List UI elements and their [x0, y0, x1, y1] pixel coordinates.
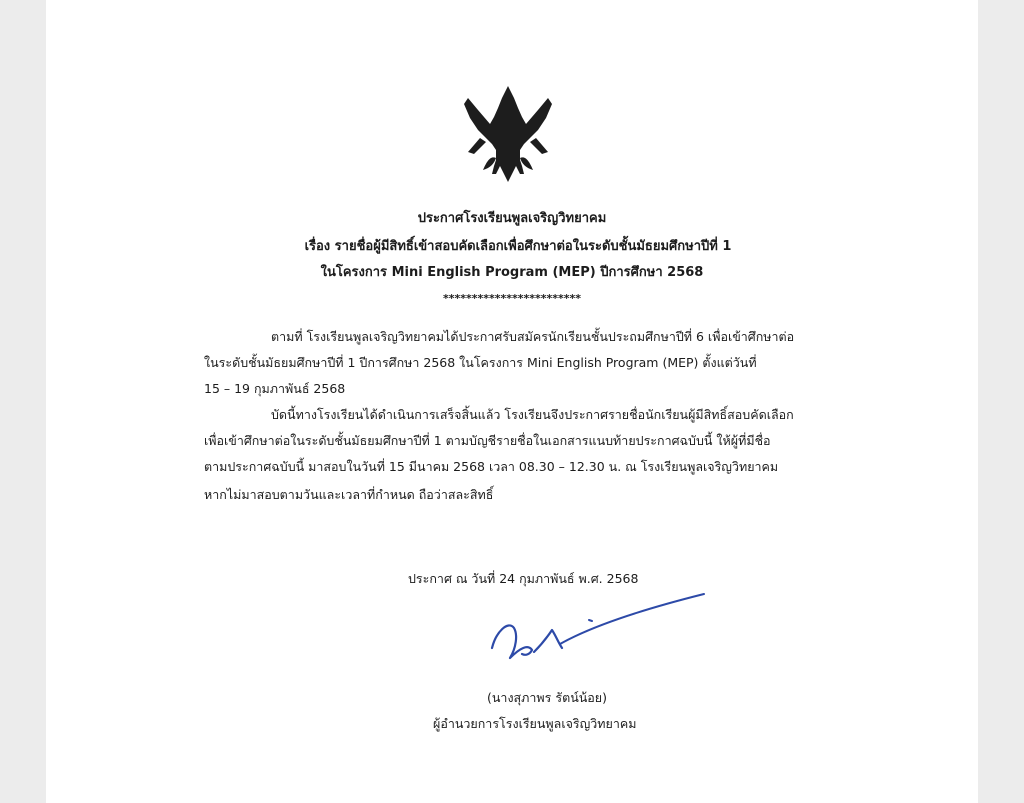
paragraph2-line3: ตามประกาศฉบับนี้ มาสอบในวันที่ 15 มีนาคม 2568 เวลา 08.30 – 12.30 น. ณ โรงเรียนพูลเจริญวิทยาคม [204, 459, 779, 474]
title-separator: ************************ [442, 292, 582, 305]
announcement-date: ประกาศ ณ วันที่ 24 กุมภาพันธ์ พ.ศ. 2568 [408, 571, 639, 586]
document-subject: เรื่อง รายชื่อผู้มีสิทธิ์เข้าสอบคัดเลือกเพื่อศึกษาต่อในระดับชั้นมัธยมศึกษาปีที่ 1 [304, 239, 732, 254]
paragraph2-line1: บัดนี้ทางโรงเรียนได้ดำเนินการเสร็จสิ้นแล้ว โรงเรียนจึงประกาศรายชื่อนักเรียนผู้มีสิทธิ์สอบคัดเลือก [271, 407, 794, 422]
signer-name: (นางสุภาพร รัตน์น้อย) [487, 690, 607, 705]
paragraph2-line4: หากไม่มาสอบตามวันและเวลาที่กำหนด ถือว่าสละสิทธิ์ [204, 487, 494, 502]
document-title: ประกาศโรงเรียนพูลเจริญวิทยาคม [417, 211, 607, 226]
paragraph1-line2: ในระดับชั้นมัธยมศึกษาปีที่ 1 ปีการศึกษา 2568 ในโครงการ Mini English Program (MEP) ตั้งแต่วันที่ [204, 355, 757, 370]
signature-image [486, 590, 708, 676]
signer-position: ผู้อำนวยการโรงเรียนพูลเจริญวิทยาคม [433, 716, 637, 731]
paragraph1-line1: ตามที่ โรงเรียนพูลเจริญวิทยาคมได้ประกาศรับสมัครนักเรียนชั้นประถมศึกษาปีที่ 6 เพื่อเข้าศึกษาต่อ [271, 329, 795, 344]
document-program: ในโครงการ Mini English Program (MEP) ปีการศึกษา 2568 [320, 265, 704, 280]
paragraph1-line3: 15 – 19 กุมภาพันธ์ 2568 [204, 381, 346, 396]
garuda-emblem-icon [450, 78, 566, 190]
paragraph2-line2: เพื่อเข้าศึกษาต่อในระดับชั้นมัธยมศึกษาปีที่ 1 ตามบัญชีรายชื่อในเอกสารแนบท้ายประกาศฉบับนี้ ให้ผู้ที่มีชื่อ [204, 433, 771, 448]
